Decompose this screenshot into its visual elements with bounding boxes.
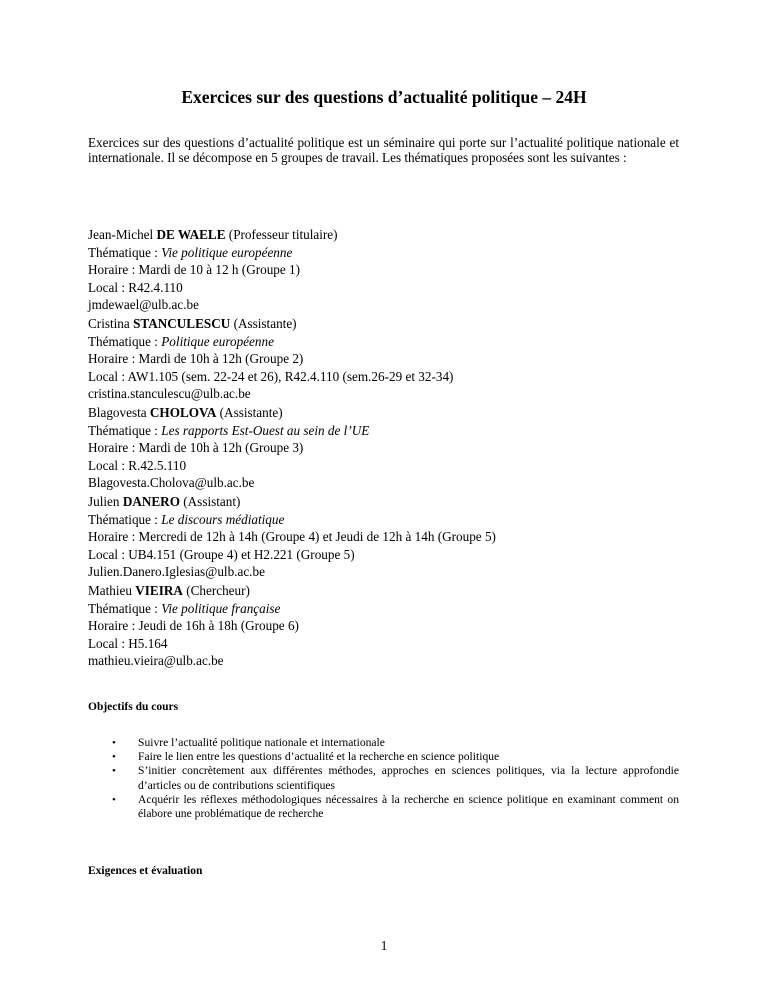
instructor-schedule: Horaire : Mardi de 10h à 12h (Groupe 2) (88, 351, 304, 367)
instructor-schedule: Horaire : Jeudi de 16h à 18h (Groupe 6) (88, 618, 299, 634)
objective-text: Faire le lien entre les questions d’actualité et la recherche en science politique (138, 750, 500, 764)
instructor-theme-line (88, 244, 688, 262)
instructor-email: jmdewael@ulb.ac.be (88, 297, 200, 313)
instructor-block (88, 493, 688, 581)
instructor-name-line (88, 315, 688, 333)
instructor-room: Local : R.42.5.110 (88, 457, 187, 473)
instructor-schedule: Horaire : Mercredi de 12h à 14h (Groupe 4) et Jeudi de 12h à 14h (Groupe 5) (88, 529, 496, 545)
instructor-last-name: VIEIRA (135, 583, 183, 598)
instructor-role: (Assistante) (230, 316, 297, 331)
instructor-schedule: Horaire : Mardi de 10h à 12h (Groupe 3) (88, 440, 304, 456)
instructor-theme: Vie politique française (161, 600, 281, 616)
page-number: 1 (380, 938, 388, 953)
theme-label: Thématique : (88, 333, 162, 349)
objectives-list (88, 736, 679, 821)
instructor-name-line (88, 226, 688, 244)
instructor-email: Julien.Danero.Iglesias@ulb.ac.be (88, 564, 265, 580)
theme-label: Thématique : (88, 422, 162, 438)
objective-text: S’initier concrètement aux différentes méthodes, approches en sciences politiques, via la lecture approfondie d’articles ou de contributions scientifiques (138, 764, 679, 792)
objectives-heading: Objectifs du cours (88, 701, 179, 713)
instructor-theme: Le discours médiatique (161, 511, 285, 527)
page-title: Exercices sur des questions d’actualité politique – 24H (181, 87, 587, 107)
instructor-room: Local : R42.4.110 (88, 279, 183, 295)
list-item (88, 750, 679, 764)
instructor-email: mathieu.vieira@ulb.ac.be (88, 653, 224, 669)
instructor-email: cristina.stanculescu@ulb.ac.be (88, 386, 251, 402)
instructor-last-name: DE WAELE (156, 227, 226, 242)
instructor-theme-line (88, 333, 688, 351)
bullet-icon: • (112, 793, 116, 806)
instructor-theme-line (88, 422, 688, 440)
bullet-icon: • (112, 751, 116, 764)
instructor-block (88, 315, 688, 403)
instructor-room: Local : H5.164 (88, 635, 168, 651)
instructor-room: Local : AW1.105 (sem. 22-24 et 26), R42.4.110 (sem.26-29 et 32-34) (88, 368, 454, 384)
instructor-theme-line (88, 511, 688, 529)
instructor-email: Blagovesta.Cholova@ulb.ac.be (88, 475, 255, 491)
instructor-name-line (88, 404, 688, 422)
instructor-last-name: CHOLOVA (149, 405, 217, 420)
instructor-first-name: Julien (88, 494, 123, 509)
instructor-block (88, 582, 688, 670)
instructor-last-name: DANERO (122, 494, 180, 509)
bullet-icon: • (112, 765, 116, 778)
theme-label: Thématique : (88, 511, 162, 527)
instructor-role: (Professeur titulaire) (225, 227, 338, 242)
instructor-theme: Les rapports Est-Ouest au sein de l’UE (161, 422, 370, 438)
instructor-theme: Vie politique européenne (161, 244, 293, 260)
instructor-role: (Chercheur) (182, 583, 250, 598)
list-item (88, 736, 679, 750)
theme-label: Thématique : (88, 244, 162, 260)
list-item (88, 764, 679, 792)
instructor-block (88, 404, 688, 492)
objective-text: Acquérir les réflexes méthodologiques nécessaires à la recherche en science politique en examinant comment on élabore une problématique de recherche (138, 792, 679, 821)
list-item (88, 793, 679, 821)
instructor-name-line (88, 493, 688, 511)
instructor-first-name: Jean-Michel (88, 227, 157, 242)
instructor-name-line (88, 582, 688, 600)
instructor-theme-line (88, 600, 688, 618)
intro-paragraph: Exercices sur des questions d’actualité politique est un séminaire qui porte sur l’actualité politique nationale et internationale. Il se décompose en 5 groupes de travail. Les thématiques proposées sont les suivantes : (88, 135, 679, 166)
instructor-room: Local : UB4.151 (Groupe 4) et H2.221 (Groupe 5) (88, 546, 355, 562)
instructor-first-name: Cristina (88, 316, 134, 331)
instructor-block (88, 226, 688, 314)
instructor-first-name: Blagovesta (88, 405, 150, 420)
instructor-schedule: Horaire : Mardi de 10 à 12 h (Groupe 1) (88, 262, 301, 278)
theme-label: Thématique : (88, 600, 162, 616)
bullet-icon: • (112, 737, 116, 749)
instructor-last-name: STANCULESCU (133, 316, 231, 331)
objective-text: Suivre l’actualité politique nationale et internationale (138, 736, 385, 749)
instructor-role: (Assistant) (179, 494, 241, 509)
instructor-first-name: Mathieu (88, 583, 136, 598)
requirements-heading: Exigences et évaluation (88, 865, 203, 877)
instructor-theme: Politique européenne (161, 333, 274, 349)
instructor-role: (Assistante) (216, 405, 283, 420)
